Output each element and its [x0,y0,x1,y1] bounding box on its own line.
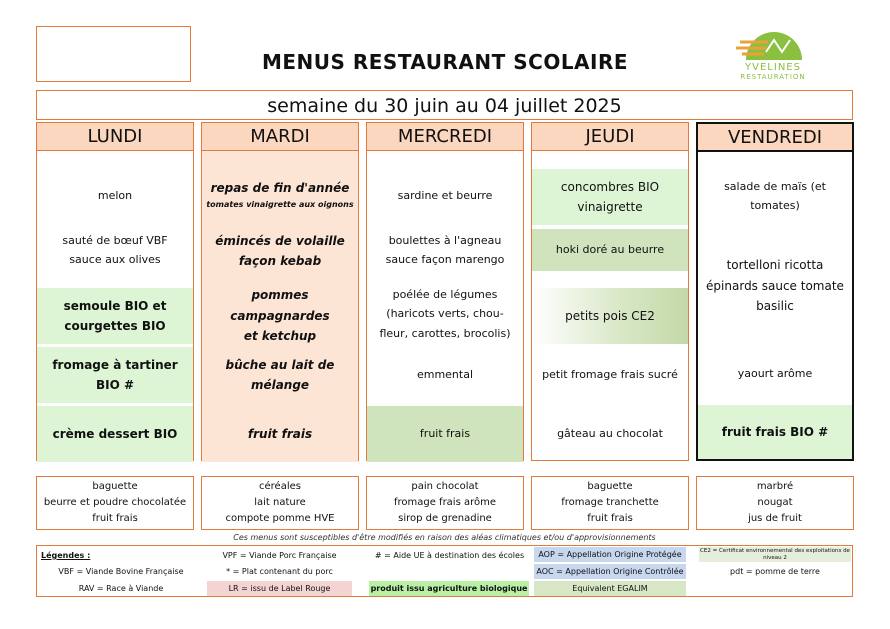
accompagnement-mardi: pommes campagnardes et ketchup [230,288,330,344]
plat-mardi: émincés de volaille façon kebab [215,233,345,268]
column-mardi [201,122,359,461]
legend-rav: RAV = Race à Viande [78,584,164,593]
disclaimer-note: Ces menus sont susceptibles d'être modifiés en raison des aléas climatiques et/ou d'approvisionnements [233,533,656,542]
legend-ce2: CE2 = Certificat environnemental des exploitations de niveau 2 [700,547,850,561]
logo-emblem-icon [728,22,818,64]
legend-vbf: VBF = Viande Bovine Française [58,567,184,576]
legend-aop: AOP = Appellation Origine Protégée [534,547,686,562]
dessert-vendredi: fruit frais BIO # [698,405,852,459]
gouter-lundi: baguette beurre et poudre chocolatée fruit frais [36,476,194,530]
legend-bio: produit issu agriculture biologique [369,581,529,596]
day-header-jeudi: JEUDI [532,123,688,151]
legend-aoc: AOC = Appellation Origine Contrôlée [534,564,686,579]
legend-aide: # = Aide UE à destination des écoles [374,551,525,560]
day-header-mercredi: MERCREDI [367,123,523,151]
dessert-jeudi: gâteau au chocolat [557,426,663,440]
legend-egalim: Equivalent EGALIM [534,581,686,596]
legend-vpf: VPF = Viande Porc Française [222,551,337,560]
accompagnement-lundi: semoule BIO et courgettes BIO [37,288,193,344]
dessert-mardi: fruit frais [247,426,313,441]
laitier-mardi: bûche au lait de mélange [225,357,335,392]
entree-mardi: repas de fin d'année tomates vinaigrette aux oignons [206,181,354,210]
logo-line2: RESTAURATION [740,73,806,81]
plat-mercredi: boulettes à l'agneau sauce façon marengo [385,234,505,266]
laitier-jeudi: petit fromage frais sucré [542,367,678,381]
day-header-lundi: LUNDI [37,123,193,151]
plat-jeudi: hoki doré au beurre [532,229,688,271]
legend-title: Légendes : [41,551,91,560]
plat-lundi: sauté de bœuf VBF sauce aux olives [62,234,168,266]
accompagnement-jeudi: petits pois CE2 [532,288,688,344]
gouter-mercredi: pain chocolat fromage frais arôme sirop de grenadine [366,476,524,530]
entree-mercredi: sardine et beurre [397,188,493,202]
day-header-mardi: MARDI [202,123,358,151]
legend-box [36,545,853,597]
week-banner: semaine du 30 juin au 04 juillet 2025 [36,90,853,120]
gouter-mardi: céréales lait nature compote pomme HVE [201,476,359,530]
laitier-lundi: fromage à tartiner BIO # [37,347,193,403]
accompagnement-mercredi: poélée de légumes (haricots verts, chou- fleur, carottes, brocolis) [379,288,511,340]
column-vendredi [696,122,854,461]
column-mercredi [366,122,524,461]
plat-vendredi: tortelloni ricotta épinards sauce tomate basilic [706,258,844,314]
legend-porc: * = Plat contenant du porc [226,567,333,576]
legend-pdt: pdt = pomme de terre [730,567,820,576]
yvelines-restauration-logo [728,22,818,82]
day-header-vendredi: VENDREDI [698,124,852,152]
laitier-vendredi: yaourt arôme [737,366,813,380]
laitier-mercredi: emmental [416,367,474,381]
legend-lr: LR = issu de Label Rouge [207,581,352,596]
empty-logo-box [36,26,191,82]
logo-line1: YVELINES [745,62,801,73]
gouter-jeudi: baguette fromage tranchette fruit frais [531,476,689,530]
page-title: MENUS RESTAURANT SCOLAIRE [261,50,629,74]
entree-lundi: melon [97,188,133,202]
column-lundi [36,122,194,461]
column-jeudi [531,122,689,461]
entree-jeudi: concombres BIO vinaigrette [532,169,688,225]
dessert-mercredi: fruit frais [367,406,523,462]
entree-vendredi: salade de maïs (et tomates) [724,180,826,212]
gouter-vendredi: marbré nougat jus de fruit [696,476,854,530]
dessert-lundi: crème dessert BIO [37,406,193,462]
